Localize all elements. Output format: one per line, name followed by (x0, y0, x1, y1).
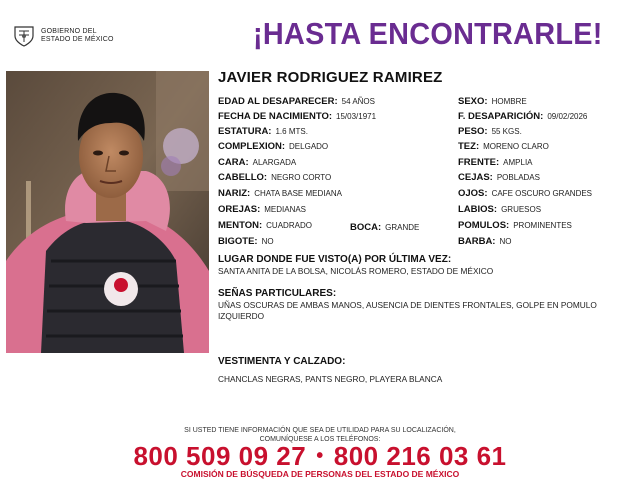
marks-label: SEÑAS PARTICULARES: (218, 288, 337, 299)
field-nacimiento: FECHA DE NACIMIENTO: 15/03/1971 (218, 111, 377, 122)
field-cabello: CABELLO: NEGRO CORTO (218, 172, 332, 183)
phone-number-1: 800 509 09 27 (133, 441, 307, 471)
field-barba: BARBA: NO (458, 236, 512, 247)
phone-number-2: 800 216 03 61 (333, 441, 507, 471)
last-seen-label: LUGAR DONDE FUE VISTO(A) POR ÚLTIMA VEZ: (218, 254, 452, 265)
gov-name-line1: GOBIERNO DEL (41, 28, 97, 35)
marks-value: UÑAS OSCURAS DE AMBAS MANOS, AUSENCIA DE DIENTES FRONTALES, GOLPE EN POMULO IZQUIERDO (218, 300, 597, 321)
field-labios: LABIOS: GRUESOS (458, 204, 542, 215)
field-complexion: COMPLEXION: DELGADO (218, 141, 329, 152)
field-nariz: NARIZ: CHATA BASE MEDIANA (218, 188, 342, 199)
field-pomulos: POMULOS: PROMINENTES (458, 220, 572, 231)
gov-name-line2: ESTADO DE MÉXICO (41, 36, 114, 43)
commission-name: COMISIÓN DE BÚSQUEDA DE PERSONAS DEL ESTADO DE MÉXICO (180, 469, 460, 479)
phone-separator: • (316, 445, 324, 467)
field-bigote: BIGOTE: NO (218, 236, 274, 247)
field-edad: EDAD AL DESAPARECER: 54 AÑOS (218, 96, 375, 107)
field-cara: CARA: ALARGADA (218, 157, 297, 168)
field-orejas: OREJAS: MEDIANAS (218, 204, 307, 215)
state-shield-icon (12, 24, 36, 48)
field-cejas: CEJAS: POBLADAS (458, 172, 540, 183)
headline: ¡HASTA ENCONTRARLE! (253, 16, 603, 51)
field-ojos: OJOS: CAFE OSCURO GRANDES (458, 188, 593, 199)
contact-note-line2: COMUNÍQUESE A LOS TELÉFONOS: (259, 436, 381, 443)
field-menton: MENTON: CUADRADO (218, 220, 312, 231)
government-logo (12, 22, 132, 50)
field-tez: TEZ: MORENO CLARO (458, 141, 549, 152)
field-desaparicion: F. DESAPARICIÓN: 09/02/2026 (458, 111, 588, 122)
missing-person-photo (6, 71, 209, 353)
contact-note-line1: SI USTED TIENE INFORMACIÓN QUE SEA DE UTILIDAD PARA SU LOCALIZACIÓN, (184, 427, 456, 434)
person-name: JAVIER RODRIGUEZ RAMIREZ (218, 69, 443, 86)
last-seen-value: SANTA ANITA DE LA BOLSA, NICOLÁS ROMERO, ESTADO DE MÉXICO (218, 266, 494, 276)
phone-numbers (0, 441, 640, 472)
field-estatura: ESTATURA: 1.6 MTS. (218, 126, 308, 137)
field-peso: PESO: 55 KGS. (458, 126, 522, 137)
field-frente: FRENTE: AMPLIA (458, 157, 533, 168)
field-boca: BOCA: GRANDE (350, 222, 420, 233)
clothing-label: VESTIMENTA Y CALZADO: (218, 356, 346, 367)
clothing-value: CHANCLAS NEGRAS, PANTS NEGRO, PLAYERA BLANCA (218, 374, 443, 384)
field-sexo: SEXO: HOMBRE (458, 96, 527, 107)
